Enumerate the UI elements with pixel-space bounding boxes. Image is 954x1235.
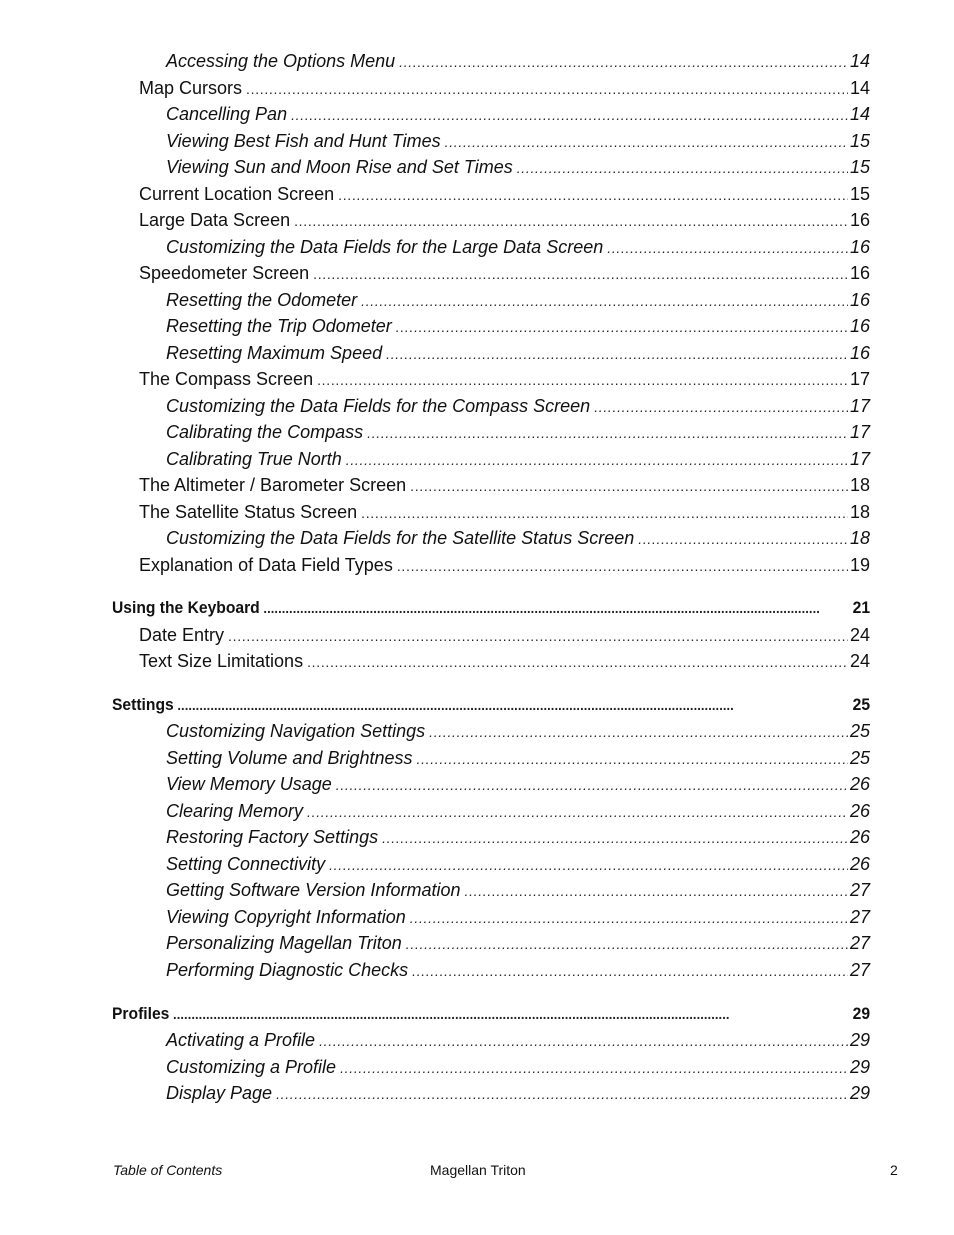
dot-leader — [340, 1057, 848, 1079]
toc-section-entry[interactable] — [139, 262, 870, 285]
toc-entry-page-number: 29 — [852, 1004, 871, 1023]
dot-leader — [410, 475, 848, 497]
toc-section-entry[interactable] — [139, 650, 870, 673]
toc-subsection-entry[interactable] — [166, 1029, 870, 1052]
toc-entry-title: Restoring Factory Settings — [166, 827, 379, 847]
toc-entry-title: Setting Volume and Brightness — [166, 748, 413, 768]
toc-entry-page-number: 24 — [849, 625, 870, 645]
toc-section-entry[interactable] — [139, 501, 870, 524]
toc-entry-page-number: 14 — [849, 78, 870, 98]
toc-subsection-entry[interactable] — [166, 1082, 870, 1105]
toc-subsection-entry[interactable] — [166, 103, 870, 126]
toc-entry-page-number: 14 — [849, 51, 870, 71]
toc-subsection-entry[interactable] — [166, 395, 870, 418]
toc-entry-page-number: 27 — [849, 933, 870, 953]
dot-leader — [307, 651, 848, 673]
dot-leader — [307, 801, 848, 823]
toc-entry-title: Map Cursors — [139, 78, 243, 98]
toc-entry-page-number: 15 — [849, 131, 870, 151]
toc-subsection-entry[interactable] — [166, 906, 870, 929]
toc-subsection-entry[interactable] — [166, 315, 870, 338]
dot-leader — [263, 597, 850, 619]
dot-leader — [416, 748, 847, 770]
toc-entry-title: Customizing the Data Fields for the Satellite Status Screen — [166, 528, 635, 548]
toc-entry-page-number: 25 — [852, 695, 871, 714]
dot-leader — [291, 104, 848, 126]
toc-section-entry[interactable] — [139, 624, 870, 647]
dot-leader — [410, 907, 848, 929]
toc-subsection-entry[interactable] — [166, 879, 870, 902]
toc-section-entry[interactable] — [139, 554, 870, 577]
toc-entry-page-number: 16 — [849, 290, 870, 310]
toc-subsection-entry[interactable] — [166, 289, 870, 312]
toc-entry-page-number: 29 — [849, 1057, 870, 1077]
toc-entry-page-number: 15 — [849, 157, 870, 177]
dot-leader — [346, 449, 848, 471]
toc-entry-page-number: 24 — [849, 651, 870, 671]
footer-product-name: Magellan Triton — [430, 1162, 526, 1178]
dot-leader — [396, 316, 848, 338]
toc-entry-page-number: 16 — [849, 263, 870, 283]
toc-entry-title: Profiles — [112, 1004, 170, 1023]
toc-subsection-entry[interactable] — [166, 747, 870, 770]
toc-subsection-entry[interactable] — [166, 130, 870, 153]
dot-leader — [397, 555, 848, 577]
toc-subsection-entry[interactable] — [166, 720, 870, 743]
toc-entry-title: Calibrating True North — [166, 449, 342, 469]
toc-entry-page-number: 21 — [852, 598, 871, 617]
toc-subsection-entry[interactable] — [166, 421, 870, 444]
toc-entry-title: Customizing the Data Fields for the Large Data Screen — [166, 237, 604, 257]
toc-entry-title: View Memory Usage — [166, 774, 332, 794]
toc-entry-page-number: 27 — [849, 880, 870, 900]
dot-leader — [638, 528, 848, 550]
toc-entry-title: Viewing Sun and Moon Rise and Set Times — [166, 157, 513, 177]
dot-leader — [294, 210, 848, 232]
dot-leader — [399, 51, 848, 73]
dot-leader — [246, 78, 848, 100]
footer-section-label: Table of Contents — [113, 1162, 223, 1178]
toc-entry-title: Explanation of Data Field Types — [139, 555, 393, 575]
toc-entry-title: Accessing the Options Menu — [166, 51, 396, 71]
toc-entry-title: Viewing Copyright Information — [166, 907, 406, 927]
toc-section-entry[interactable] — [139, 77, 870, 100]
toc-entry-page-number: 25 — [849, 748, 870, 768]
dot-leader — [313, 263, 848, 285]
dot-leader — [319, 1030, 848, 1052]
toc-entry-title: Calibrating the Compass — [166, 422, 364, 442]
toc-entry-page-number: 16 — [849, 237, 870, 257]
footer-page-number: 2 — [890, 1162, 898, 1178]
toc-entry-page-number: 29 — [849, 1083, 870, 1103]
toc-subsection-entry[interactable] — [166, 156, 870, 179]
toc-entry-page-number: 15 — [849, 184, 870, 204]
toc-entry-page-number: 16 — [849, 210, 870, 230]
toc-entry-title: Clearing Memory — [166, 801, 304, 821]
toc-subsection-entry[interactable] — [166, 773, 870, 796]
toc-entry-title: Current Location Screen — [139, 184, 335, 204]
toc-chapter-entry[interactable] — [112, 597, 870, 619]
toc-subsection-entry[interactable] — [166, 932, 870, 955]
toc-entry-title: The Altimeter / Barometer Screen — [139, 475, 407, 495]
toc-entry-title: Cancelling Pan — [166, 104, 288, 124]
toc-entry-title: Resetting the Odometer — [166, 290, 358, 310]
toc-chapter-entry[interactable] — [112, 694, 870, 716]
dot-leader — [336, 774, 848, 796]
toc-subsection-entry[interactable] — [166, 826, 870, 849]
toc-entry-title: Text Size Limitations — [139, 651, 304, 671]
toc-entry-title: Customizing Navigation Settings — [166, 721, 426, 741]
dot-leader — [173, 1003, 851, 1025]
toc-section-entry[interactable] — [139, 474, 870, 497]
dot-leader — [361, 502, 848, 524]
toc-entry-title: Using the Keyboard — [112, 598, 260, 617]
toc-entry-title: Settings — [112, 695, 174, 714]
dot-leader — [594, 396, 848, 418]
toc-entry-page-number: 29 — [849, 1030, 870, 1050]
toc-chapter-entry[interactable] — [112, 1003, 870, 1025]
toc-entry-title: Getting Software Version Information — [166, 880, 461, 900]
toc-entry-title: Setting Connectivity — [166, 854, 326, 874]
toc-subsection-entry[interactable] — [166, 959, 870, 982]
toc-entry-title: Performing Diagnostic Checks — [166, 960, 409, 980]
toc-entry-title: Resetting Maximum Speed — [166, 343, 383, 363]
dot-leader — [228, 625, 848, 647]
toc-subsection-entry[interactable] — [166, 853, 870, 876]
toc-subsection-entry[interactable] — [166, 50, 870, 73]
toc-entry-title: Display Page — [166, 1083, 273, 1103]
toc-subsection-entry[interactable] — [166, 800, 870, 823]
dot-leader — [367, 422, 848, 444]
toc-entry-title: Date Entry — [139, 625, 225, 645]
toc-section-entry[interactable] — [139, 368, 870, 391]
dot-leader — [445, 131, 848, 153]
dot-leader — [338, 184, 848, 206]
dot-leader — [361, 290, 848, 312]
toc-entry-page-number: 25 — [849, 721, 870, 741]
dot-leader — [429, 721, 848, 743]
dot-leader — [517, 157, 848, 179]
toc-entry-page-number: 18 — [849, 502, 870, 522]
toc-entry-page-number: 26 — [849, 801, 870, 821]
toc-entry-title: The Satellite Status Screen — [139, 502, 358, 522]
toc-entry-title: Customizing a Profile — [166, 1057, 337, 1077]
dot-leader — [412, 960, 848, 982]
toc-entry-page-number: 17 — [849, 422, 870, 442]
toc-entry-title: Large Data Screen — [139, 210, 291, 230]
toc-entry-page-number: 26 — [849, 827, 870, 847]
toc-entry-page-number: 17 — [849, 396, 870, 416]
dot-leader — [276, 1083, 848, 1105]
toc-entry-page-number: 17 — [849, 369, 870, 389]
toc-entry-page-number: 18 — [849, 475, 870, 495]
dot-leader — [177, 694, 850, 716]
toc-entry-page-number: 27 — [849, 907, 870, 927]
toc-entry-title: Resetting the Trip Odometer — [166, 316, 392, 336]
dot-leader — [382, 827, 848, 849]
dot-leader — [317, 369, 848, 391]
dot-leader — [464, 880, 847, 902]
dot-leader — [406, 933, 848, 955]
toc-entry-title: Speedometer Screen — [139, 263, 310, 283]
toc-section-entry[interactable] — [139, 183, 870, 206]
toc-subsection-entry[interactable] — [166, 527, 870, 550]
toc-entry-title: The Compass Screen — [139, 369, 314, 389]
toc-entry-page-number: 18 — [849, 528, 870, 548]
toc-entry-page-number: 26 — [849, 774, 870, 794]
toc-subsection-entry[interactable] — [166, 236, 870, 259]
toc-entry-title: Viewing Best Fish and Hunt Times — [166, 131, 441, 151]
toc-section-entry[interactable] — [139, 209, 870, 232]
toc-entry-page-number: 16 — [849, 343, 870, 363]
dot-leader — [607, 237, 848, 259]
toc-subsection-entry[interactable] — [166, 448, 870, 471]
page-footer — [0, 1162, 954, 1182]
toc-entry-title: Customizing the Data Fields for the Compass Screen — [166, 396, 591, 416]
toc-entry-page-number: 27 — [849, 960, 870, 980]
dot-leader — [386, 343, 848, 365]
toc-entry-page-number: 19 — [849, 555, 870, 575]
toc-entry-page-number: 14 — [849, 104, 870, 124]
toc-entry-page-number: 26 — [849, 854, 870, 874]
dot-leader — [329, 854, 848, 876]
toc-subsection-entry[interactable] — [166, 1056, 870, 1079]
toc-entry-page-number: 17 — [849, 449, 870, 469]
toc-subsection-entry[interactable] — [166, 342, 870, 365]
toc-entry-title: Personalizing Magellan Triton — [166, 933, 402, 953]
toc-entry-page-number: 16 — [849, 316, 870, 336]
toc-entry-title: Activating a Profile — [166, 1030, 316, 1050]
